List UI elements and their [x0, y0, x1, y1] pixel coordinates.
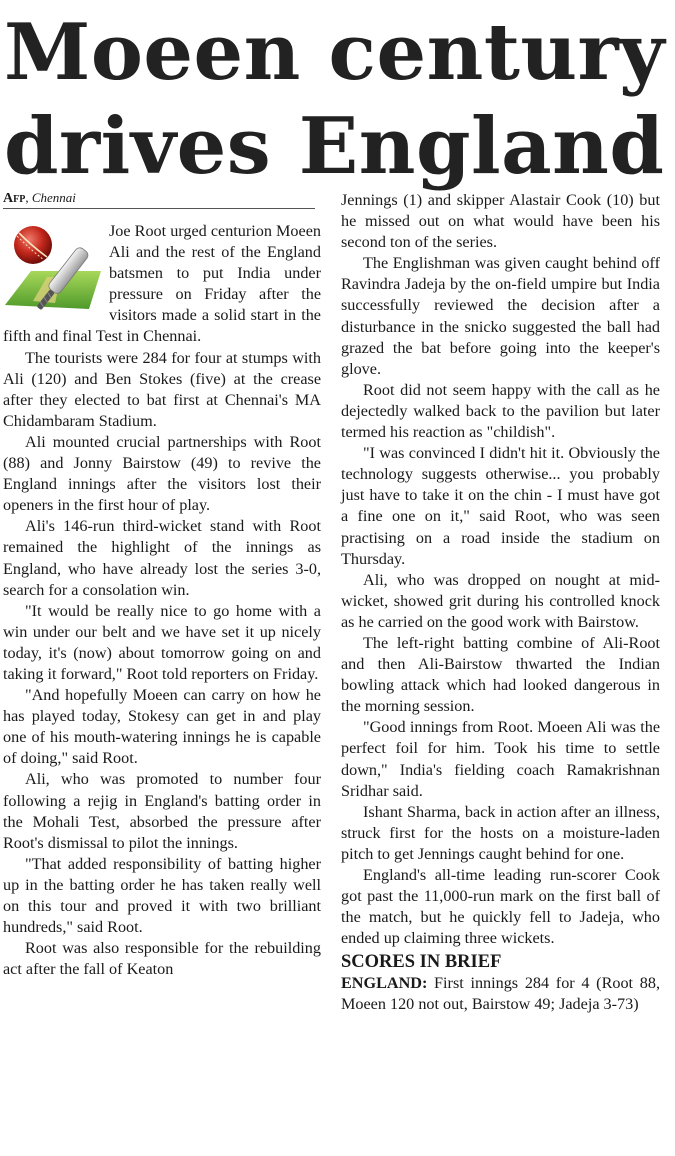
paragraph-9-continued: Jennings (1) and skipper Alastair Cook (10) but he missed out on what would have been his second ton of the series. — [341, 191, 660, 252]
paragraph-5: "It would be really nice to go home with a win under our belt and we have set it up nicely today, it's (now) about tomorrow going on and taking it forward," Root told reporters on Friday. — [3, 601, 321, 683]
headline-line-2: drives England — [4, 101, 665, 192]
paragraph-1: Joe Root urged centurion Moeen Ali and the rest of the England batsmen to put India under pressure on Friday after the visitors made a solid start in the fifth and final Test in Chennai. — [3, 222, 321, 346]
paragraph-3: Ali mounted crucial partnerships with Root (88) and Jonny Bairstow (49) to revive the England innings after the visitors lost their openers in the first hour of play. — [3, 432, 321, 515]
paragraph-4: Ali's 146-run third-wicket stand with Root remained the highlight of the innings as England, who have already lost the series 3-0, search for a consolation win. — [3, 517, 321, 599]
paragraph-14: The left-right batting combine of Ali-Root and then Ali-Bairstow thwarted the Indian bowling attack which had looked dangerous in the morning session. — [341, 633, 660, 716]
byline — [3, 188, 315, 209]
paragraph-9: Root was also responsible for the rebuilding act after the fall of Keaton — [3, 939, 321, 979]
paragraph-8: "That added responsibility of batting higher up in the batting order he has taken really well on this tour and proved it with two brilliant hundreds," said Root. — [3, 854, 321, 937]
scores-team: ENGLAND: — [341, 974, 428, 993]
scores-heading: SCORES IN BRIEF — [341, 952, 502, 973]
paragraph-17: England's all-time leading run-scorer Cook got past the 11,000-run mark on the first ball of the match, but he quickly fell to Jadeja, who ended up claiming three wickets. — [341, 866, 660, 948]
paragraph-6: "And hopefully Moeen can carry on how he has played today, Stokesy can get in and play one of his mouth-watering innings he is capable of doing," said Root. — [3, 686, 321, 768]
byline-separator: , — [25, 190, 32, 205]
headline — [4, 6, 671, 194]
paragraph-11: Root did not seem happy with the call as he dejectedly walked back to the pavilion but later termed his reaction as "childish". — [341, 380, 660, 442]
paragraph-10: The Englishman was given caught behind off Ravindra Jadeja by the on-field umpire but India successfully reviewed the decision after a disturbance in the snicko suggested the ball had grazed the bat before going into the keeper's glove. — [341, 254, 660, 378]
scores-in-brief — [341, 973, 660, 1015]
byline-place: Chennai — [31, 190, 76, 205]
scores-detail: First innings 284 for 4 (Root 88, Moeen 120 not out, Bairstow 49; Jadeja 3-73) — [341, 974, 660, 1014]
paragraph-7: Ali, who was promoted to number four following a rejig in England's batting order in the Mohali Test, absorbed the pressure after Root's dismissal to pilot the innings. — [3, 770, 321, 852]
article-column-left — [3, 188, 321, 980]
paragraph-13: Ali, who was dropped on nought at mid-wicket, showed grit during his controlled knock as he carried on the good work with Bairstow. — [341, 570, 660, 631]
paragraph-16: Ishant Sharma, back in action after an illness, struck first for the hosts on a moisture-laden pitch to get Jennings caught behind for one. — [341, 802, 660, 863]
article-column-right — [341, 190, 660, 1016]
cricket-ball-bat-pitch-icon — [3, 221, 103, 319]
paragraph-12: "I was convinced I didn't hit it. Obviously the technology suggests otherwise... you probably just have to take it on the chin - I must have got a fine one on it," said Root, who was seen practising on a road inside the stadium on Thursday. — [341, 444, 660, 568]
paragraph-15: "Good innings from Root. Moeen Ali was the perfect foil for him. Took his time to settle down," India's fielding coach Ramakrishnan Sridhar said. — [341, 718, 660, 800]
byline-agency: Afp — [3, 191, 26, 206]
paragraph-2: The tourists were 284 for four at stumps with Ali (120) and Ben Stokes (five) at the crease after they elected to bat first at Chennai's MA Chidambaram Stadium. — [3, 348, 321, 430]
headline-line-1: Moeen century — [4, 7, 665, 98]
